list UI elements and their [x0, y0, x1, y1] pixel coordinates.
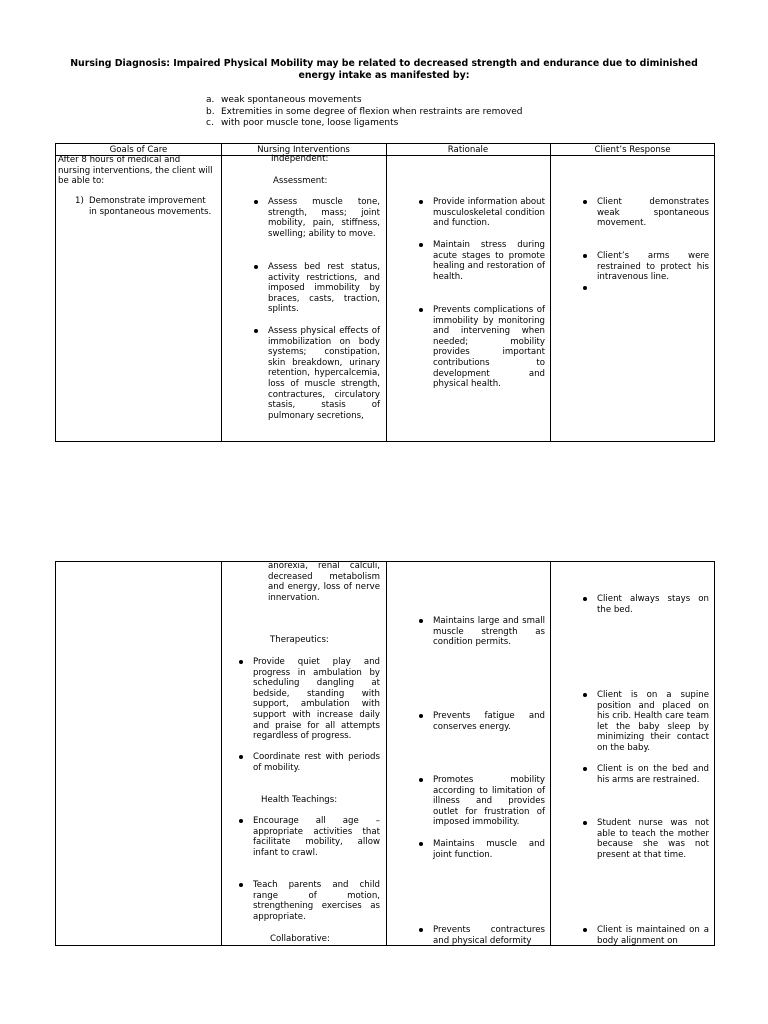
header-rationale: Rationale — [447, 145, 489, 155]
rationale-item: Maintains muscle and joint function. — [433, 839, 545, 860]
goal-intro: After 8 hours of medical and nursing interventions, the client will be able to: — [58, 155, 213, 187]
response-item: Client is on the bed and his arms are restrained. — [597, 764, 709, 785]
response-item: Student nurse was not able to teach the mother because she was not present at that time. — [597, 818, 709, 860]
therapeutics-item: Coordinate rest with periods of mobility. — [253, 752, 380, 773]
label-collaborative: Collaborative: — [270, 934, 330, 944]
manifestation-item: b. Extremities in some degree of flexion when restraints are removed — [206, 106, 523, 117]
therapeutics-item: Provide quiet play and progress in ambulation by scheduling dangling at bedside, standing with support, ambulation with support with increase daily and praise for all attempts regardless of progress. — [253, 657, 380, 742]
rationale-item: Prevents fatigue and conserves energy. — [433, 711, 545, 732]
rationale-item: Maintain stress during acute stages to promote healing and restoration of health. — [433, 240, 545, 282]
response-item: Client always stays on the bed. — [597, 594, 709, 615]
manifestation-item: c. with poor muscle tone, loose ligaments — [206, 118, 399, 128]
response-item: Client is on a supine position and placed on his crib. Health care team let the baby sleep by minimizing their contact on the baby. — [597, 690, 709, 753]
rationale-item: Maintains large and small muscle strength as condition permits. — [433, 616, 545, 648]
health-teaching-item: Teach parents and child range of motion, strengthening exercises as appropriate. — [253, 880, 380, 922]
label-assessment: Assessment: — [273, 176, 328, 186]
intervention-item: Assess muscle tone, strength, mass; joint mobility, pain, stiffness, swelling; ability to move. — [268, 197, 380, 239]
rationale-item: Provide information about musculoskeletal condition and function. — [433, 197, 545, 229]
intervention-item: Assess bed rest status, activity restrictions, and imposed immobility by braces, casts, traction, splints. — [268, 262, 380, 315]
response-item: Client is maintained on a body alignment on — [597, 925, 709, 946]
response-item-empty — [597, 283, 709, 294]
rationale-item: Promotes mobility according to limitation of illness and provides outlet for frustration of imposed immobility. — [433, 775, 545, 828]
header-goals-of-care: Goals of Care — [109, 145, 168, 155]
goal-item-marker: 1) — [75, 196, 84, 206]
goal-item: Demonstrate improvement in spontaneous movements. — [89, 196, 212, 217]
header-nursing-interventions: Nursing Interventions — [257, 145, 350, 155]
label-health-teachings: Health Teachings: — [261, 795, 338, 805]
rationale-item: Prevents complications of immobility by monitoring and intervening when needed; mobility provides important contributions to development and physical health. — [433, 305, 545, 390]
care-plan-table-page2 — [55, 561, 715, 946]
rationale-item: Prevents contractures and physical deformity — [433, 925, 545, 946]
label-independent: Independent: — [271, 154, 329, 164]
intervention-item: Assess physical effects of immobilization on body systems; constipation, skin breakdown, urinary retention, hypercalcemia, loss of muscle strength, contractures, circulatory stasis, stasis of pulmonary secretions, — [268, 326, 380, 421]
care-plan-table-page1 — [55, 143, 715, 442]
label-therapeutics: Therapeutics: — [270, 635, 329, 645]
nursing-diagnosis-title: Nursing Diagnosis: Impaired Physical Mobility may be related to decreased strength and endurance due to diminished energy intake as manifested by: — [70, 58, 698, 81]
manifestation-item: a. weak spontaneous movements — [206, 95, 362, 105]
response-item: Client’s arms were restrained to protect his intravenous line. — [597, 251, 709, 283]
intervention-continuation: anorexia, renal calculi, decreased metabolism and energy, loss of nerve innervation. — [268, 561, 380, 603]
header-clients-response: Client’s Response — [594, 145, 671, 155]
manifestation-list — [206, 95, 523, 130]
response-item: Client demonstrates weak spontaneous movement. — [597, 197, 709, 229]
health-teaching-item: Encourage all age – appropriate activities that facilitate mobility, allow infant to crawl. — [253, 816, 380, 858]
